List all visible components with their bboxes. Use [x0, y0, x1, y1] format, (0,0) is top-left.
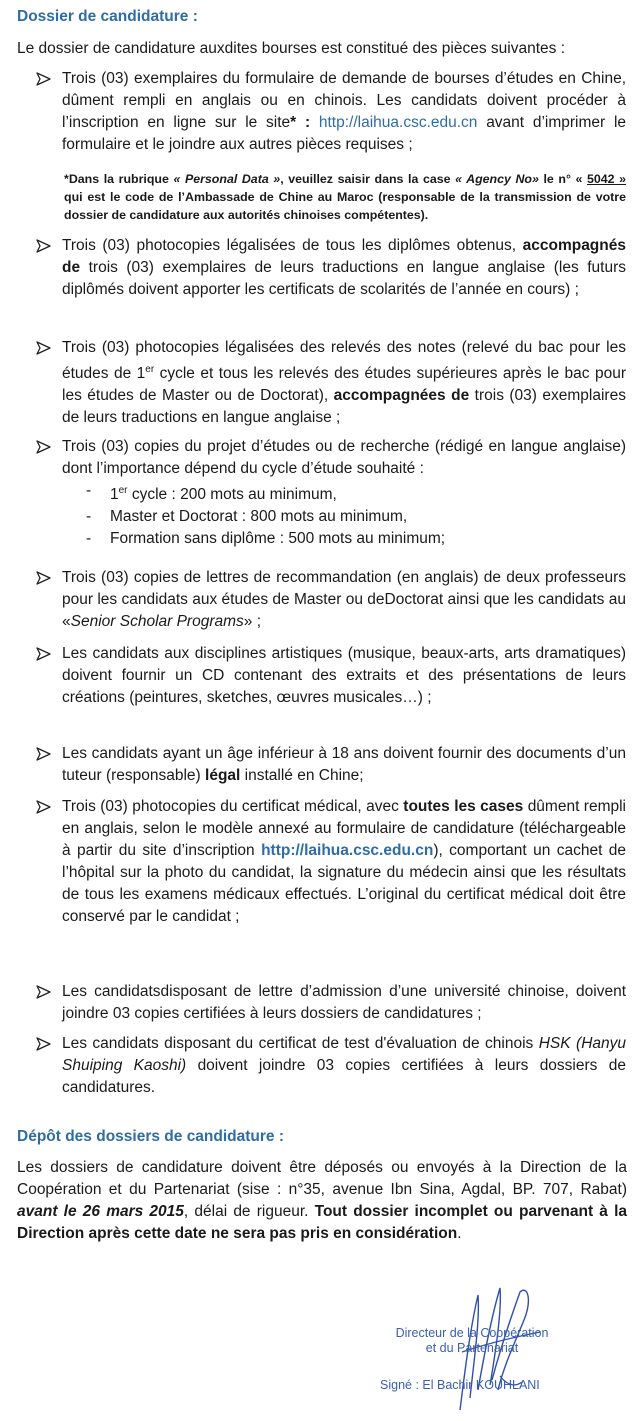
- list-item-text: Les candidats aux disciplines artistiques (musique, beaux-arts, arts dramatiques) doivent fournir un CD contenant des extraits et des présentations de leurs créations (peintures, sketches, œuvres musicales…) ;: [62, 645, 626, 706]
- list-item-text: Trois (03) copies de lettres de recommandation (en anglais) de deux professeurs pour les candidats aux études de Master ou deDoctorat ainsi que les candidats au «Senior Scholar Programs» ;: [62, 569, 626, 630]
- arrow-bullet-icon: [36, 800, 51, 814]
- dossier-heading: Dossier de candidature :: [17, 8, 198, 25]
- sub-item: - 1er cycle : 200 mots au minimum,: [86, 482, 337, 504]
- signatory-name: Signé : El Bachir KOUHLANI: [380, 1378, 540, 1392]
- dossier-intro: Le dossier de candidature auxdites bourses est constitué des pièces suivantes :: [17, 40, 565, 57]
- list-item-text: Trois (03) photocopies du certificat médical, avec toutes les cases dûment rempli en anglais, selon le modèle annexé au formulaire de candidature (téléchargeable à partir du site d’inscription http://laihua.csc.edu.cn), comportant un cachet de l’hôpital sur la photo du candidat, la signature du médecin ainsi que les résultats de tous les examens médicaux effectués. L’original du certificat médical doit être conservé par le candidat ;: [62, 798, 626, 925]
- list-item: [34, 235, 626, 301]
- sub-item: - Master et Doctorat : 800 mots au minimum,: [86, 508, 408, 526]
- agency-note: *Dans la rubrique « Personal Data », veuillez saisir dans la case « Agency No» le n° « 5042 » qui est le code de l’Ambassade de Chine au Maroc (responsable de la transmission de votre dossier de candidature aux autorités chinoises compétentes).: [64, 172, 627, 222]
- laihua-link[interactable]: http://laihua.csc.edu.cn: [318, 114, 478, 131]
- list-item-text: Les candidats disposant du certificat de test d'évaluation de chinois HSK (Hanyu Shuiping Kaoshi) doivent joindre 03 copies certifiées à leurs dossiers de candidatures.: [62, 1035, 626, 1096]
- arrow-bullet-icon: [36, 647, 51, 661]
- signatory-title: Directeur de la Coopération et du Partenariat: [395, 1326, 549, 1355]
- list-item: [34, 743, 626, 787]
- arrow-bullet-icon: [36, 985, 51, 999]
- laihua-link[interactable]: http://laihua.csc.edu.cn: [261, 842, 434, 859]
- arrow-bullet-icon: [36, 571, 51, 585]
- arrow-bullet-icon: [36, 747, 51, 761]
- sub-item: - Formation sans diplôme : 500 mots au minimum;: [86, 530, 446, 548]
- list-item: [34, 643, 626, 709]
- list-item-text: Trois (03) photocopies légalisées de tous les diplômes obtenus, accompagnés de trois (03) exemplaires de leurs traductions en langue anglaise (les futurs diplômés doivent apporter les certificats de scolarités de l’année en cours) ;: [62, 237, 626, 298]
- list-item-text: Trois (03) exemplaires du formulaire de demande de bourses d’études en Chine, dûment rempli en anglais ou en chinois. Les candidats doivent procéder à l’inscription en ligne sur le site* : http://laihua.csc.edu.cn avant d’imprimer le formulaire et le joindre aux autres pièces requises ;: [62, 70, 627, 153]
- list-item: [34, 436, 626, 550]
- arrow-bullet-icon: [36, 440, 51, 454]
- list-item: [34, 68, 626, 156]
- list-item-text: Trois (03) copies du projet d’études ou de recherche (rédigé en langue anglaise) dont l’importance dépend du cycle d’étude souhaité :: [62, 438, 626, 477]
- depot-text: Les dossiers de candidature doivent être déposés ou envoyés à la Direction de la Coopération et du Partenariat (sise : n°35, avenue Ibn Sina, Agdal, BP. 707, Rabat) avant le 26 mars 2015, délai de rigueur. Tout dossier incomplet ou parvenant à la Direction après cette date ne sera pas pris en considération.: [17, 1159, 628, 1242]
- depot-heading: Dépôt des dossiers de candidature :: [17, 1128, 285, 1145]
- list-item: [34, 567, 626, 633]
- arrow-bullet-icon: [36, 239, 51, 253]
- arrow-bullet-icon: [36, 341, 51, 355]
- list-item: [34, 1033, 626, 1099]
- word-count-list: [86, 480, 626, 550]
- list-item: [34, 796, 626, 928]
- arrow-bullet-icon: [36, 1037, 51, 1051]
- list-item-text: Les candidats ayant un âge inférieur à 18 ans doivent fournir des documents d’un tuteur (responsable) légal installé en Chine;: [62, 745, 626, 784]
- arrow-bullet-icon: [36, 72, 51, 86]
- list-item: [34, 337, 626, 429]
- list-item: [34, 981, 626, 1025]
- list-item-text: Les candidatsdisposant de lettre d’admission d’une université chinoise, doivent joindre 03 copies certifiées à leurs dossiers de candidatures ;: [62, 983, 626, 1022]
- list-item-text: Trois (03) photocopies légalisées des relevés des notes (relevé du bac pour les études de 1er cycle et tous les relevés des études supérieures après le bac pour les études de Master ou de Doctorat), accompagnées de trois (03) exemplaires de leurs traductions en langue anglaise ;: [62, 339, 627, 427]
